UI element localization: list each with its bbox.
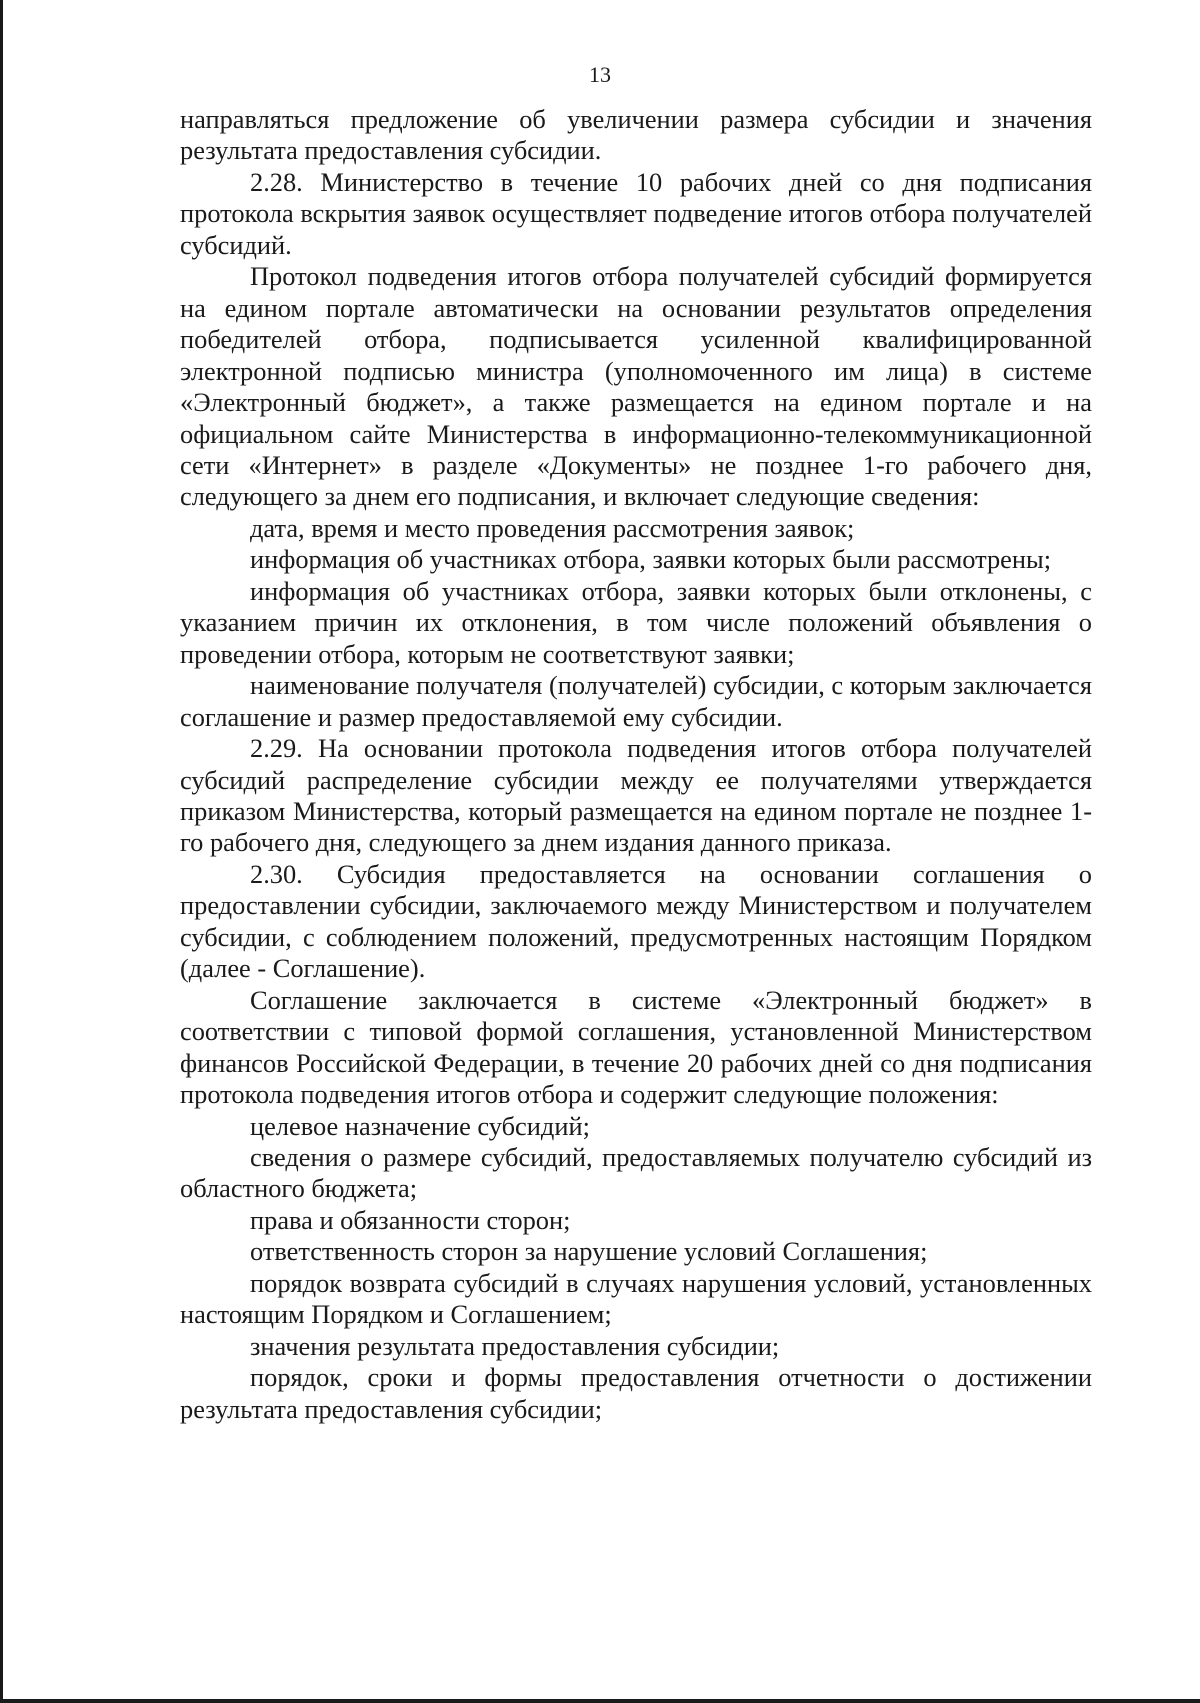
list-item: ответственность сторон за нарушение условий Соглашения; [250,1236,928,1267]
list-item: порядок возврата субсидий в случаях нарушения условий, установленных настоящим Порядком и Соглашением; [180,1267,1092,1330]
list-item: целевое назначение субсидий; [250,1110,590,1141]
list-item: дата, время и место проведения рассмотрения заявок; [250,512,855,543]
scan-edge-bottom [0,1699,1200,1703]
paragraph: Соглашение заключается в системе «Электронный бюджет» в соответствии с типовой формой соглашения, установленной Министерством финансов Российской Федерации, в течение 20 рабочих дней со дня подписания протокола подведения итогов отбора и содержит следующие положения: [180,984,1092,1110]
paragraph-2-29: 2.29. На основании протокола подведения итогов отбора получателей субсидий распределение субсидии между ее получателями утверждается приказом Министерства, который размещается на едином портале не позднее 1-го рабочего дня, следующего за днем издания данного приказа. [180,733,1092,858]
document-body [180,104,1092,1425]
list-item: информация об участниках отбора, заявки которых были рассмотрены; [250,544,1052,575]
paragraph-2-28: 2.28. Министерство в течение 10 рабочих дней со дня подписания протокола вскрытия заявок осуществляет подведение итогов отбора получателей субсидий. [180,166,1092,260]
scan-edge-left [0,0,3,1703]
list-item: сведения о размере субсидий, предоставляемых получателю субсидий из областного бюджета; [180,1141,1092,1204]
list-item: наименование получателя (получателей) субсидии, с которым заключается соглашение и размер предоставляемой ему субсидии. [180,670,1092,732]
paragraph: направляться предложение об увеличении размера субсидии и значения результата предоставления субсидии. [180,104,1092,166]
list-item: порядок, сроки и формы предоставления отчетности о достижении результата предоставления субсидии; [180,1362,1092,1424]
list-item: значения результата предоставления субсидии; [250,1330,780,1361]
list-item: права и обязанности сторон; [250,1204,571,1235]
list-item: информация об участниках отбора, заявки которых были отклонены, с указанием причин их отклонения, в том числе положений объявления о проведении отбора, которым не соответствуют заявки; [180,575,1092,669]
paragraph: Протокол подведения итогов отбора получателей субсидий формируется на едином портале автоматически на основании результатов определения победителей отбора, подписывается усиленной квалифицированной электронной подписью министра (уполномоченного им лица) в системе «Электронный бюджет», а также размещается на едином портале и на официальном сайте Министерства в информационно-телекоммуникационной сети «Интернет» в разделе «Документы» не позднее 1-го рабочего дня, следующего за днем его подписания, и включает следующие сведения: [180,261,1092,512]
page-number: 13 [589,62,611,87]
paragraph-2-30: 2.30. Субсидия предоставляется на основании соглашения о предоставлении субсидии, заключаемого между Министерством и получателем субсидии, с соблюдением положений, предусмотренных настоящим Порядком (далее - Соглашение). [180,858,1092,984]
